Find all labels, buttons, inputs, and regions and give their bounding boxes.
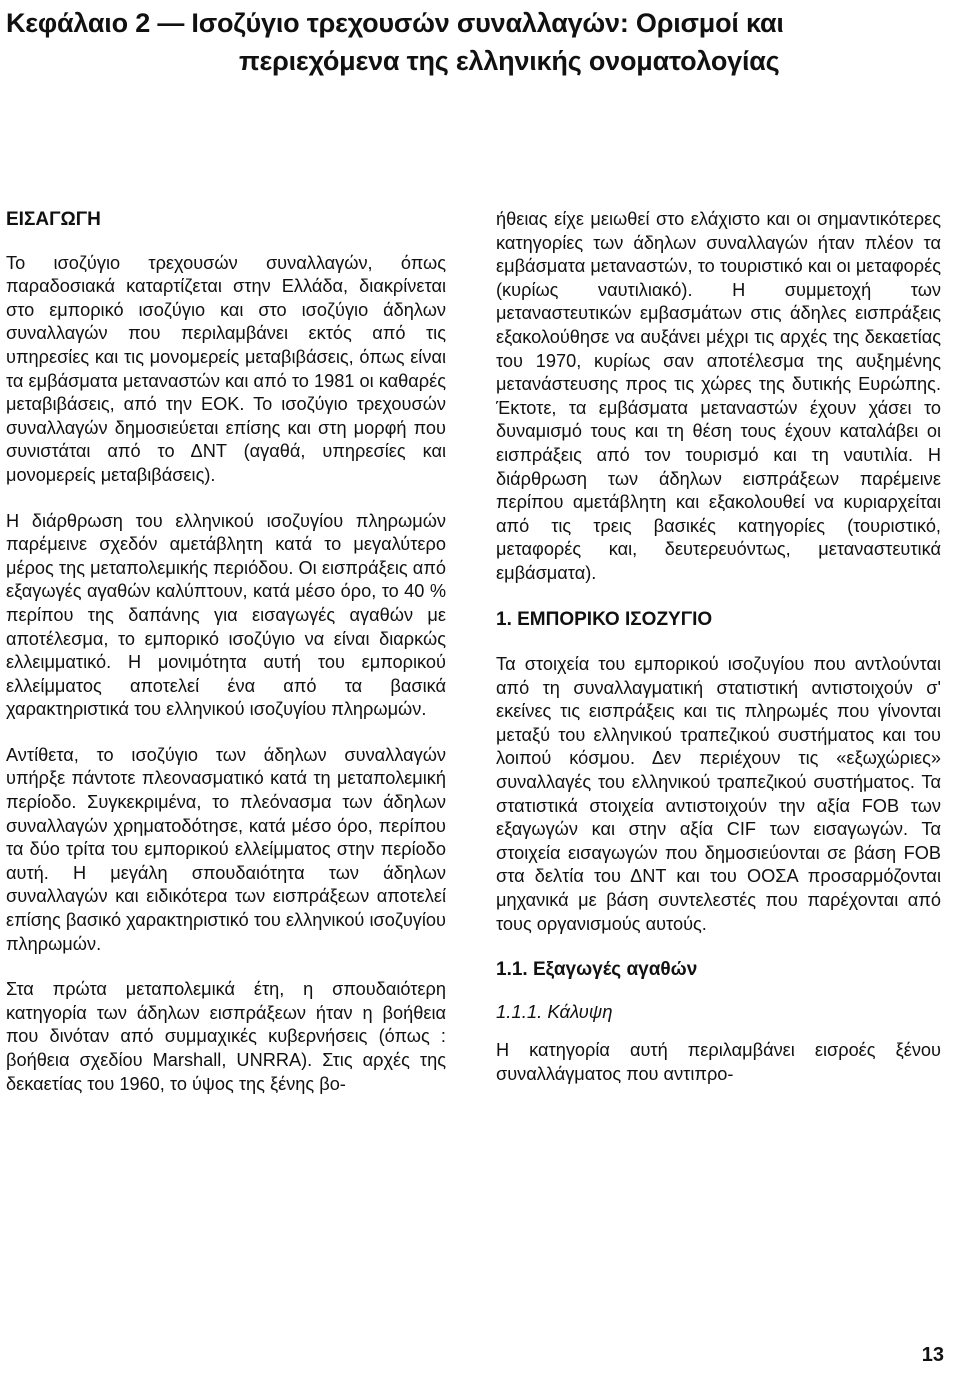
page-number: 13 bbox=[921, 1344, 944, 1366]
intro-heading: ΕΙΣΑΓΩΓΗ bbox=[6, 209, 101, 230]
chapter-title-line1: Κεφάλαιο 2 — Ισοζύγιο τρεχουσών συναλλαγών: Ορισμοί και bbox=[6, 8, 784, 38]
section-heading: 1. ΕΜΠΟΡΙΚΟ ΙΣΟΖΥΓΙΟ bbox=[496, 608, 713, 630]
right-column bbox=[496, 208, 941, 1109]
paragraph: Το ισοζύγιο τρεχουσών συναλλαγών, όπως παραδοσιακά καταρτίζεται στην Ελλάδα, διακρίνεται στο εμπορικό ισοζύγιο και στο ισοζύγιο άδηλων συναλλαγών που περιλαμβάνει εκτός από τις υπηρεσίες και τις μονομερείς μεταβιβάσεις, όπως είναι τα εμβάσματα μεταναστών και από το 1981 οι καθαρές μεταβιβάσεις, από την ΕΟΚ. Το ισοζύγιο τρεχουσών συναλλαγών δημοσιεύεται επίσης και στη μορφή που συνιστάται από το ΔΝΤ (αγαθά, υπηρεσίες και μονομερείς μεταβιβάσεις). bbox=[6, 252, 446, 485]
subsection-heading: 1.1. Εξαγωγές αγαθών bbox=[496, 959, 698, 981]
left-column bbox=[6, 208, 446, 1118]
subsubsection-heading: 1.1.1. Κάλυψη bbox=[496, 1000, 613, 1022]
chapter-title-line2: περιεχόμενα της ελληνικής ονοματολογίας bbox=[239, 46, 780, 76]
paragraph: Στα πρώτα μεταπολεμικά έτη, η σπουδαιότερη κατηγορία των άδηλων εισπράξεων ήταν η βοήθεια που δινόταν από συμμαχικές κυβερνήσεις (όπως : βοήθεια σχεδίου Marshall, UNRRA). Στις αρχές της δεκαετίας του 1960, το ύψος της ξένης βο- bbox=[6, 979, 446, 1094]
paragraph: Η κατηγορία αυτή περιλαμβάνει εισροές ξένου συναλλάγματος που αντιπρο- bbox=[496, 1040, 941, 1084]
chapter-title bbox=[6, 4, 951, 80]
paragraph: Η διάρθρωση του ελληνικού ισοζυγίου πληρωμών παρέμεινε σχεδόν αμετάβλητη κατά το μεγαλύτερο μέρος της μεταπολεμικής περιόδου. Οι εισπράξεις από εξαγωγές αγαθών καλύπτουν, κατά μέσο όρο, το 40 % περίπου της δαπάνης για εισαγωγές αγαθών με αποτέλεσμα, το εμπορικό ισοζύγιο να είναι διαρκώς ελλειμματικό. Η μονιμότητα αυτή του εμπορικού ελλείμματος αποτελεί ένα από τα βασικά χαρακτηριστικά του ελληνικού ισοζυγίου πληρωμών. bbox=[6, 510, 446, 720]
paragraph: Τα στοιχεία του εμπορικού ισοζυγίου που αντλούνται από τη συναλλαγματική στατιστική αντιστοιχούν σ' εκείνες τις εισπράξεις και τις πληρωμές που γίνονται μεταξύ του ελληνικού τραπεζικού συστήματος και του λοιπού κόσμου. Δεν περιέχουν τις «εξωχώριες» συναλλαγές του ελληνικού τραπεζικού συστήματος. Τα στατιστικά στοιχεία αντιστοιχούν την αξία FOB των εξαγωγών και στην αξία CIF των εισαγωγών. Τα στοιχεία εισαγωγών που δημοσιεύονται σε βάση FOB στα δελτία του ΔΝΤ και του ΟΟΣΑ προσαρμόζονται μηχανικά με βάση συντελεστές που παρέχονται από τους οργανισμούς αυτούς. bbox=[496, 654, 941, 934]
paragraph: Αντίθετα, το ισοζύγιο των άδηλων συναλλαγών υπήρξε πάντοτε πλεονασματικό κατά τη μεταπολεμική περίοδο. Συγκεκριμένα, το πλεόνασμα των άδηλων συναλλαγών χρηματοδότησε, κατά μέσο όρο, περίπου τα δύο τρίτα του εμπορικού ελλείμματος στην περίοδο αυτή. Η μεγάλη σπουδαιότητα των άδηλων συναλλαγών και ειδικότερα των εισπράξεων αποτελεί επίσης βασικό χαρακτηριστικό του ελληνικού ισοζυγίου πληρωμών. bbox=[6, 744, 446, 954]
paragraph-continued: ήθειας είχε μειωθεί στο ελάχιστο και οι σημαντικότερες κατηγορίες των άδηλων συναλλαγών ήταν πλέον τα εμβάσματα μεταναστών, το τουριστικό και οι μεταφορές (κυρίως ναυτιλιακό). Η συμμετοχή των μεταναστευτικών εμβασμάτων στις άδηλες εισπράξεις εξακολούθησε να αυξάνει μέχρι τις αρχές της δεκαετίας του 1970, κυρίως σαν αποτέλεσμα της αυξημένης μετανάστευσης προς τις χώρες της δυτικής Ευρώπης. Έκτοτε, τα εμβάσματα μεταναστών έχουν χάσει το δυναμισμό τους και τη θέση τους έχουν καταλάβει οι εισπράξεις από τον τουρισμό και τη ναυτιλία. Η διάρθρωση των άδηλων εισπράξεων παρέμεινε περίπου αμετάβλητη και εξακολουθεί να κυριαρχείται από τις τρεις βασικές κατηγορίες (τουριστικό, μεταφορές και, δευτερευόντως, μεταναστευτικά εμβάσματα). bbox=[496, 209, 941, 583]
